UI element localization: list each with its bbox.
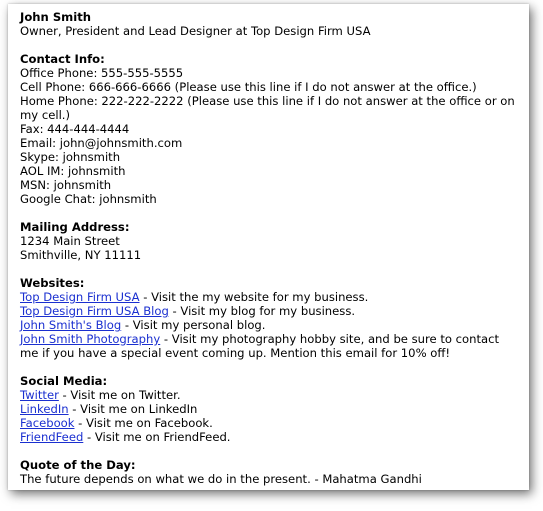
website-link-top-design-firm[interactable]: Top Design Firm USA: [20, 290, 140, 304]
fax: Fax: 444-444-4444: [20, 122, 130, 136]
website-description: - Visit my personal blog.: [121, 318, 266, 332]
email: Email: john@johnsmith.com: [20, 136, 183, 150]
website-item: [20, 332, 517, 360]
contact-heading: Contact Info:: [20, 52, 105, 66]
section-spacer: [20, 444, 517, 458]
website-link-firm-blog[interactable]: Top Design Firm USA Blog: [20, 304, 169, 318]
email-signature: [8, 4, 529, 490]
section-spacer: [20, 360, 517, 374]
website-link-photography[interactable]: John Smith Photography: [20, 332, 161, 346]
social-link-linkedin[interactable]: LinkedIn: [20, 402, 69, 416]
msn: MSN: johnsmith: [20, 178, 112, 192]
social-description: - Visit me on FriendFeed.: [83, 430, 231, 444]
social-description: - Visit me on Twitter.: [58, 388, 181, 402]
quote-text: The future depends on what we do in the present. - Mahatma Gandhi: [20, 472, 422, 486]
home-phone: Home Phone: 222-222-2222 (Please use this line if I do not answer at the office or on my cell.): [20, 94, 515, 122]
social-link-facebook[interactable]: Facebook: [20, 416, 75, 430]
social-link-twitter[interactable]: Twitter: [20, 388, 59, 402]
mailing-city: Smithville, NY 11111: [20, 248, 142, 262]
section-spacer: [20, 206, 517, 220]
website-description: - Visit my photography hobby site, and be sure to contact me if you have a special event coming up. Mention this email for 10% off!: [20, 332, 500, 360]
website-item: [20, 290, 517, 304]
signature-name: John Smith: [20, 10, 92, 24]
websites-heading: Websites:: [20, 276, 85, 290]
social-link-friendfeed[interactable]: FriendFeed: [20, 430, 84, 444]
section-spacer: [20, 262, 517, 276]
social-description: - Visit me on Facebook.: [74, 416, 213, 430]
social-heading: Social Media:: [20, 374, 108, 388]
social-item: [20, 430, 517, 444]
website-item: [20, 318, 517, 332]
website-description: - Visit my blog for my business.: [168, 304, 356, 318]
cell-phone: Cell Phone: 666-666-6666 (Please use this line if I do not answer at the office.): [20, 80, 477, 94]
signature-title: Owner, President and Lead Designer at Top Design Firm USA: [20, 24, 371, 38]
website-description: - Visit the my website for my business.: [139, 290, 369, 304]
mailing-heading: Mailing Address:: [20, 220, 130, 234]
mailing-street: 1234 Main Street: [20, 234, 120, 248]
aol-im: AOL IM: johnsmith: [20, 164, 126, 178]
website-link-personal-blog[interactable]: John Smith's Blog: [20, 318, 122, 332]
skype: Skype: johnsmith: [20, 150, 121, 164]
social-item: [20, 388, 517, 402]
quote-heading: Quote of the Day:: [20, 458, 136, 472]
social-item: [20, 416, 517, 430]
office-phone: Office Phone: 555-555-5555: [20, 66, 184, 80]
google-chat: Google Chat: johnsmith: [20, 192, 157, 206]
section-spacer: [20, 38, 517, 52]
social-description: - Visit me on LinkedIn: [68, 402, 198, 416]
website-item: [20, 304, 517, 318]
social-item: [20, 402, 517, 416]
